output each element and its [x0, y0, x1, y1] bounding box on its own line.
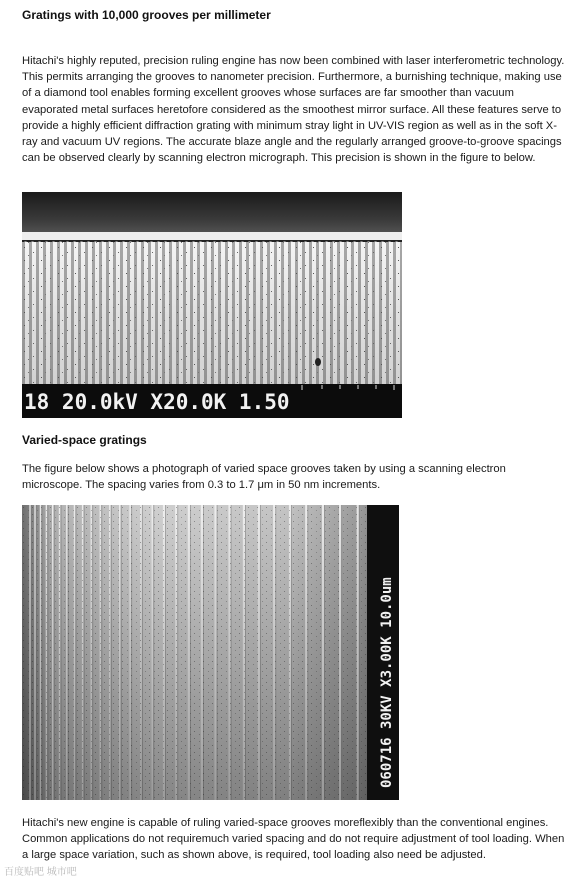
varied-space-micrograph-image — [22, 505, 399, 800]
section-paragraph: Hitachi's highly reputed, precision ruling engine has now been combined with laser interferometric technology. This permits arranging the grooves to nanometer precision. Furthermore, a burnishing technique, making use of a diamond tool enables forming excellent grooves whose surfaces are far smoother than vacuum evaporated metal surfaces heretofore considered as the smoothest mirror surface. All these features serve to provide a highly efficient diffraction grating with minimum stray light in UV-VIS region as well as in the soft X-ray and vacuum UV regions. The accurate blaze angle and the regularly arranged groove-to-groove spacings can be observed clearly by scanning electron micrograph. This precision is shown in the figure to below. — [22, 55, 565, 165]
watermark-text: 百度贴吧 城市吧 — [4, 867, 77, 878]
grating-micrograph-svg — [22, 192, 402, 418]
section-paragraph: The figure below shows a photograph of varied space grooves taken by using a scanning electron microscope. The spacing varies from 0.3 to 1.7 μm in 50 nm increments. — [22, 463, 506, 492]
micrograph-label-1: 18 20.0kV X20.0K 1.50 — [24, 390, 290, 414]
grating-micrograph-image — [22, 192, 402, 418]
section-heading: Varied-space gratings — [22, 433, 147, 447]
micrograph-label-2: 060716 30KV X3.00K 10.0um — [379, 577, 395, 788]
varied-space-micrograph-svg — [22, 505, 399, 800]
section-heading: Gratings with 10,000 grooves per millimeter — [22, 8, 271, 22]
section-paragraph: Hitachi's new engine is capable of ruling varied-space grooves moreflexibly than the conventional engines. Common applications do not requiremuch varied spacing and do not require adjustment of tool loading. When a large space variation, such as shown above, is required, tool loading also need be adjusted. — [22, 817, 565, 862]
